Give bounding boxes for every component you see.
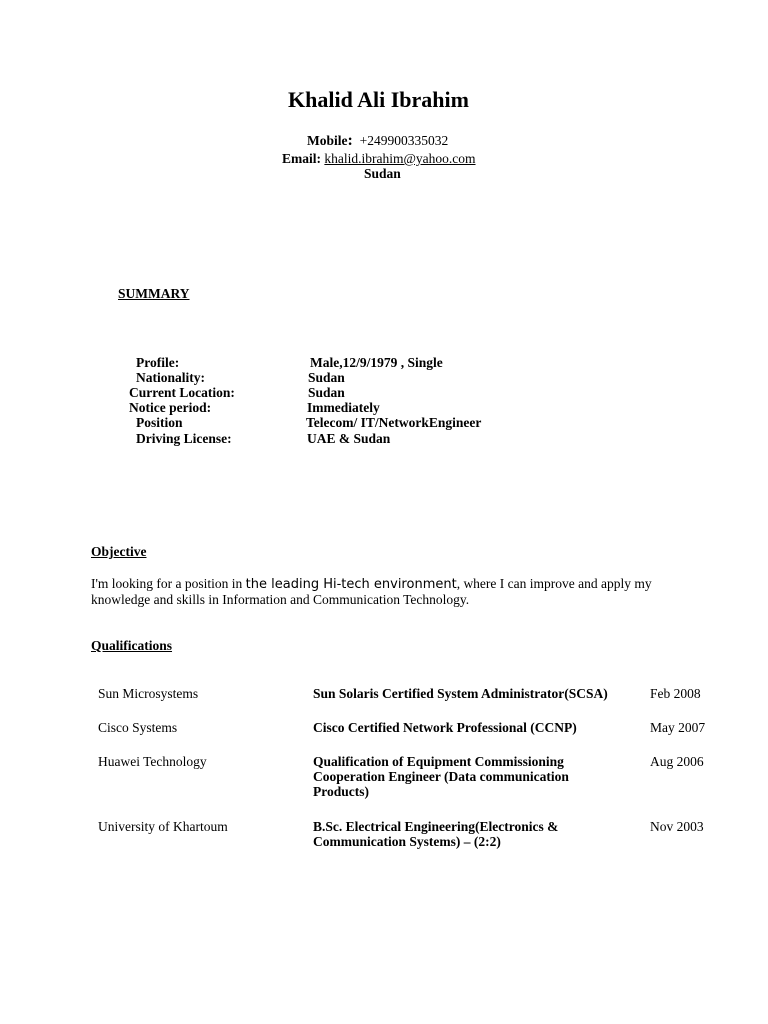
objective-text-highlight: the leading Hi-tech environment [245, 577, 457, 592]
mobile-line [307, 133, 448, 148]
summary-label-nationality: Nationality: [136, 370, 205, 385]
qualification-date: Nov 2003 [650, 819, 704, 834]
summary-value-position: Telecom/ IT/NetworkEngineer [306, 415, 482, 430]
qualifications-heading: Qualifications [91, 638, 173, 653]
mobile-value: +249900335032 [359, 133, 449, 148]
objective-text [91, 576, 691, 607]
qualification-issuer: Huawei Technology [98, 754, 207, 769]
mobile-label: Mobile [307, 133, 348, 148]
objective-heading: Objective [91, 544, 147, 559]
qualification-issuer: Sun Microsystems [98, 686, 199, 701]
email-label: Email: [282, 151, 321, 166]
summary-value-location: Sudan [308, 385, 345, 400]
summary-value-nationality: Sudan [308, 370, 345, 385]
mobile-colon: : [347, 132, 353, 149]
summary-label-position: Position [136, 415, 183, 430]
objective-text-end: , where I can improve and apply my knowledge and skills in Information and Communication Technology. [91, 576, 652, 607]
summary-label-notice: Notice period: [129, 400, 212, 415]
qualification-issuer: Cisco Systems [98, 720, 178, 735]
summary-label-driving: Driving License: [136, 431, 232, 446]
summary-value-profile: Male,12/9/1979 , Single [310, 355, 443, 370]
candidate-name: Khalid Ali Ibrahim [288, 87, 469, 112]
email-line [282, 151, 476, 166]
qualification-date: May 2007 [650, 720, 706, 735]
summary-label-location: Current Location: [129, 385, 235, 400]
qualification-date: Aug 2006 [650, 754, 704, 769]
qualification-date: Feb 2008 [650, 686, 701, 701]
summary-value-notice: Immediately [307, 400, 380, 415]
email-link[interactable]: khalid.ibrahim@yahoo.com [324, 151, 476, 166]
qualification-title: Sun Solaris Certified System Administrator(SCSA) [313, 686, 608, 701]
summary-label-profile: Profile: [136, 355, 180, 370]
qualification-title: Cisco Certified Network Professional (CCNP) [313, 720, 577, 735]
qualification-title: B.Sc. Electrical Engineering(Electronics & Communication Systems) – (2:2) [313, 819, 559, 849]
qualification-issuer: University of Khartoum [98, 819, 228, 834]
objective-text-start: I'm looking for a position in [91, 576, 246, 591]
summary-heading: SUMMARY [118, 286, 190, 301]
qualification-title: Qualification of Equipment Commissioning Cooperation Engineer (Data communication Products) [313, 754, 569, 799]
country: Sudan [364, 166, 401, 181]
summary-value-driving: UAE & Sudan [307, 431, 391, 446]
